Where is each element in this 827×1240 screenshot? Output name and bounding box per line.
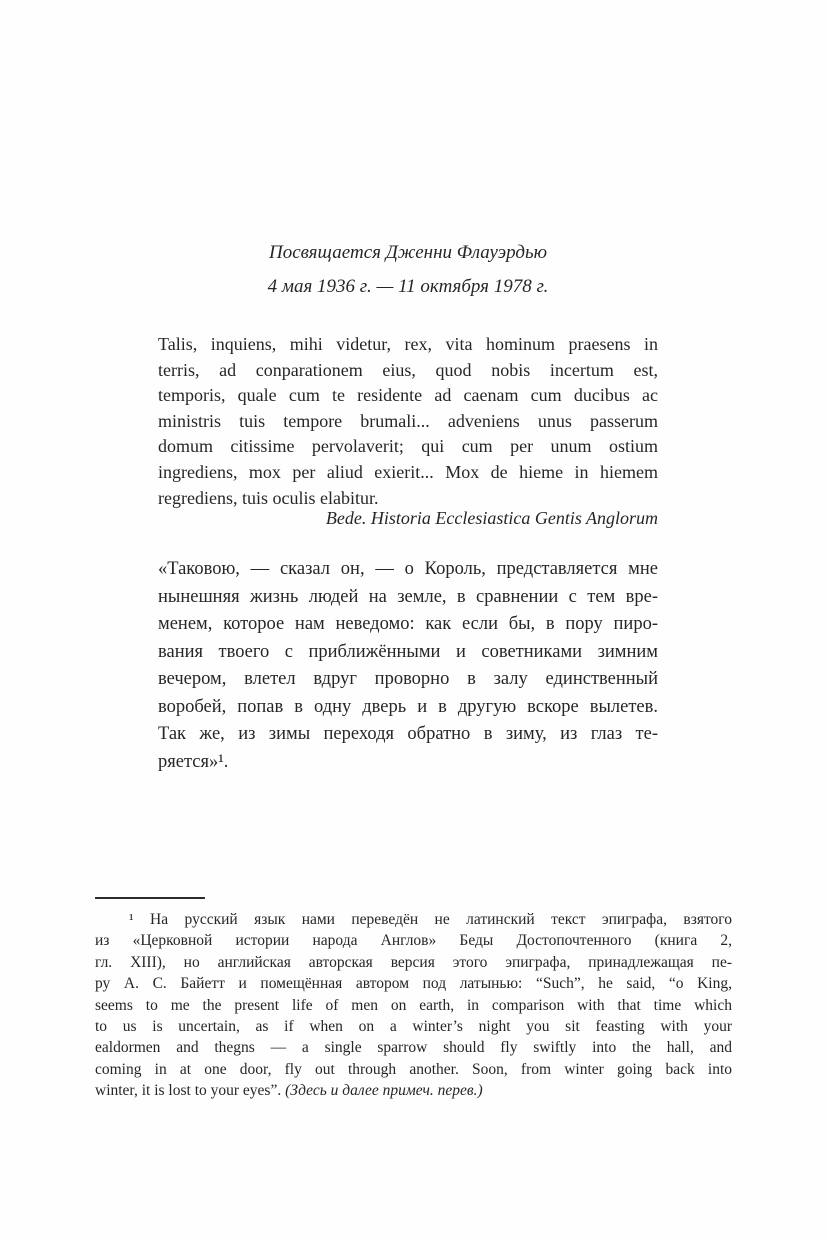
dedication-line-2: 4 мая 1936 г. — 11 октября 1978 г.	[267, 276, 549, 297]
footnote-line: из «Церковной истории народа Англов» Беды Достопочтенного (книга 2,	[95, 932, 732, 950]
footnote-last-line-regular: winter, it is lost to your eyes”.	[95, 1082, 286, 1100]
latin-epigraph-line: temporis, quale cum te residente ad caenam cum ducibus ac	[158, 385, 658, 406]
latin-epigraph-line: terris, ad conparationem eius, quod nobis incertum est,	[158, 359, 658, 380]
russian-epigraph-line: вания твоего с приближёнными и советниками зимним	[158, 641, 658, 662]
latin-epigraph-line: regrediens, tuis oculis elabitur.	[158, 487, 379, 508]
latin-epigraph	[158, 332, 658, 511]
russian-epigraph-line: вечером, влетел вдруг проворно в залу единственный	[158, 669, 658, 689]
latin-epigraph-line: Talis, inquiens, mihi videtur, rex, vita hominum praesens in	[158, 334, 658, 354]
footnote-line: seems to me the present life of men on earth, in comparison with that time which	[95, 996, 732, 1014]
russian-epigraph	[158, 556, 658, 776]
russian-epigraph-line: «Таковою, — сказал он, — о Король, представляется мне	[158, 559, 658, 579]
footnote-line: coming in at one door, fly out through another. Soon, from winter going back into	[95, 1060, 732, 1078]
latin-epigraph-line: domum citissime pervolaverit; qui cum per unum ostium	[158, 436, 658, 457]
russian-epigraph-line: Так же, из зимы переходя обратно в зиму, из глаз те-	[158, 724, 658, 744]
dedication	[158, 236, 658, 304]
dedication-line-1: Посвящается Дженни Флауэрдью	[269, 242, 547, 263]
epigraph-attribution: Bede. Historia Ecclesiastica Gentis Anglorum	[325, 508, 658, 528]
footnote-text	[95, 909, 732, 1102]
footnote-translator-note: (Здесь и далее примеч. перев.)	[285, 1082, 483, 1100]
footnote-line: гл. XIII), но английская авторская версия этого эпиграфа, принадлежащая пе-	[95, 953, 732, 971]
footnote-line: ¹ На русский язык нами переведён не латинский текст эпиграфа, взятого	[129, 911, 732, 928]
russian-epigraph-line: воробей, попав в одну дверь и в другую вскоре вылетев.	[158, 696, 658, 717]
footnote-separator	[95, 897, 205, 899]
russian-epigraph-line: менем, которое нам неведомо: как если бы, в пору пиро-	[158, 614, 658, 634]
russian-epigraph-line: ряется»¹.	[158, 751, 229, 772]
latin-epigraph-line: ministris tuis tempore brumali... adveniens unus passerum	[158, 410, 658, 431]
footnote-line: ealdormen and thegns — a single sparrow should fly swiftly into the hall, and	[95, 1039, 732, 1057]
russian-epigraph-line: нынешняя жизнь людей на земле, в сравнении с тем вре-	[158, 586, 658, 607]
footnote-line: to us is uncertain, as if when on a winter’s night you sit feasting with your	[95, 1018, 732, 1036]
latin-epigraph-line: ingrediens, mox per aliud exierit... Mox de hieme in hiemem	[158, 461, 658, 482]
footnote-line: ру А. С. Байетт и помещённая автором под латынью: “Such”, he said, “o King,	[95, 975, 732, 993]
footnote-last-line	[95, 1080, 732, 1101]
